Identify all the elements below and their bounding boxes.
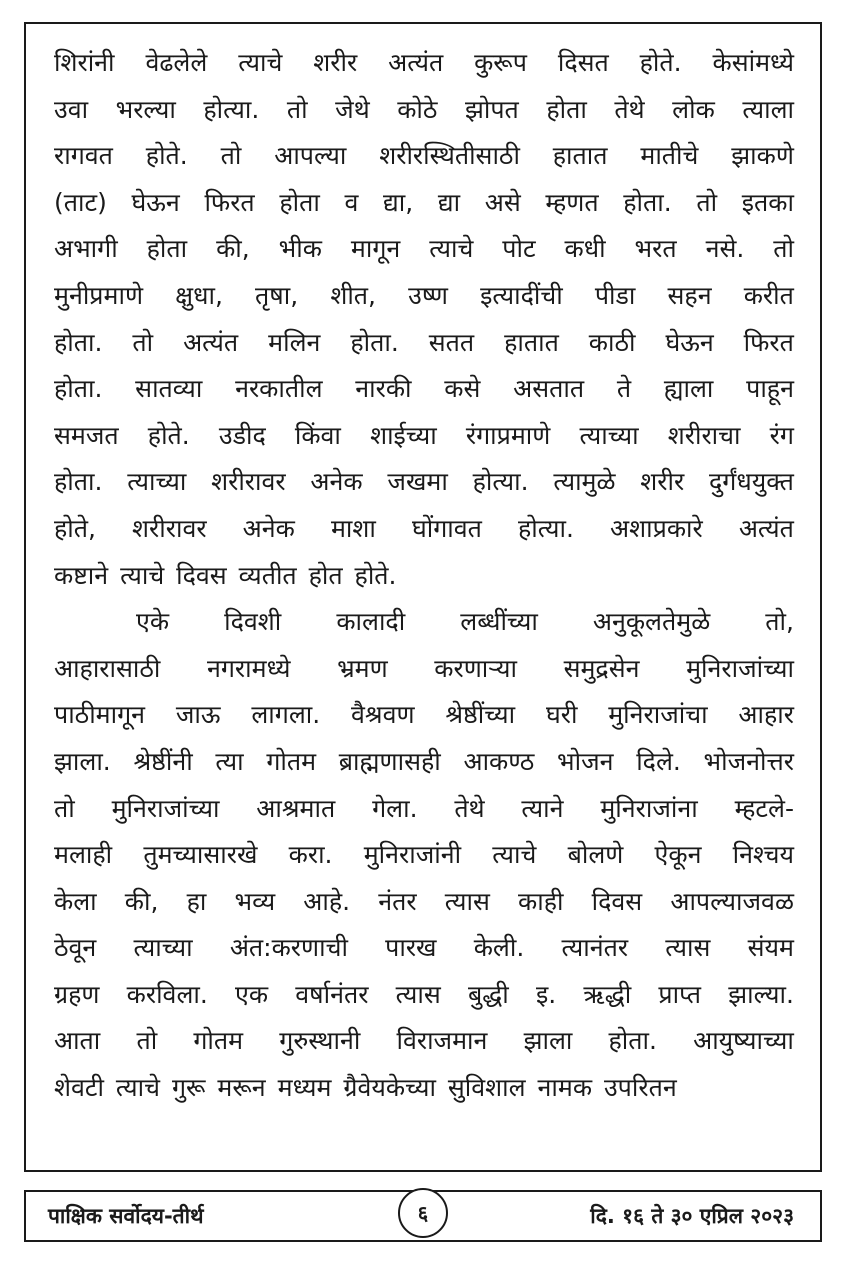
text-line: एके दिवशी कालादी लब्धींच्या अनुकूलतेमुळे तो, (136, 607, 794, 637)
text-line: ग्रहण करविला. एक वर्षानंतर त्यास बुद्धी इ. ऋद्धी प्राप्त झाल्या. (54, 979, 794, 1009)
text-line: आहारासाठी नगरामध्ये भ्रमण करणाऱ्या समुद्रसेन मुनिराजांच्या (54, 653, 794, 683)
text-line: केला की, हा भव्य आहे. नंतर त्यास काही दिवस आपल्याजवळ (54, 886, 794, 916)
text-line: मुनीप्रमाणे क्षुधा, तृषा, शीत, उष्ण इत्यादींची पीडा सहन करीत (54, 280, 794, 310)
text-line: होता. सातव्या नरकातील नारकी कसे असतात ते ह्याला पाहून (54, 374, 794, 404)
text-line: रागवत होते. तो आपल्या शरीरस्थितीसाठी हातात मातीचे झाकणे (54, 141, 794, 171)
text-line: अभागी होता की, भीक मागून त्याचे पोट कधी भरत नसे. तो (54, 234, 794, 264)
text-frame (24, 22, 822, 1172)
text-line: शेवटी त्याचे गुरू मरून मध्यम ग्रैवेयकेच्या सुविशाल नामक उपरितन (54, 1073, 677, 1103)
body-text (54, 40, 794, 1112)
issue-date: दि. १६ ते ३० एप्रिल २०२३ (590, 1204, 794, 1228)
text-line: ठेवून त्याच्या अंत:करणाची पारख केली. त्यानंतर त्यास संयम (54, 933, 794, 963)
page-number-badge: ६ (398, 1188, 448, 1238)
text-line: कष्टाने त्याचे दिवस व्यतीत होत होते. (54, 560, 397, 590)
text-line: शिरांनी वेढलेले त्याचे शरीर अत्यंत कुरूप दिसत होते. केसांमध्ये (54, 48, 794, 77)
text-line: समजत होते. उडीद किंवा शाईच्या रंगाप्रमाणे त्याच्या शरीराचा रंग (54, 420, 794, 450)
text-line: होता. त्याच्या शरीरावर अनेक जखमा होत्या. त्यामुळे शरीर दुर्गंधयुक्त (54, 467, 794, 497)
publication-name: पाक्षिक सर्वोदय-तीर्थ (48, 1204, 204, 1228)
text-line: तो मुनिराजांच्या आश्रमात गेला. तेथे त्याने मुनिराजांना म्हटले- (54, 793, 794, 823)
text-line: पाठीमागून जाऊ लागला. वैश्रवण श्रेष्ठींच्या घरी मुनिराजांचा आहार (54, 700, 794, 730)
text-line: उवा भरल्या होत्या. तो जेथे कोठे झोपत होता तेथे लोक त्याला (54, 94, 794, 124)
text-line: झाला. श्रेष्ठींनी त्या गोतम ब्राह्मणासही आकण्ठ भोजन दिले. भोजनोत्तर (54, 746, 794, 776)
text-line: (ताट) घेऊन फिरत होता व द्या, द्या असे म्हणत होता. तो इतका (54, 187, 794, 217)
page-footer (24, 1190, 822, 1242)
text-line: होते, शरीरावर अनेक माशा घोंगावत होत्या. अशाप्रकारे अत्यंत (54, 513, 794, 543)
text-line: होता. तो अत्यंत मलिन होता. सतत हातात काठी घेऊन फिरत (54, 327, 794, 357)
text-line: आता तो गोतम गुरुस्थानी विराजमान झाला होता. आयुष्याच्या (54, 1026, 794, 1056)
text-line: मलाही तुमच्यासारखे करा. मुनिराजांनी त्याचे बोलणे ऐकून निश्चय (54, 840, 794, 870)
